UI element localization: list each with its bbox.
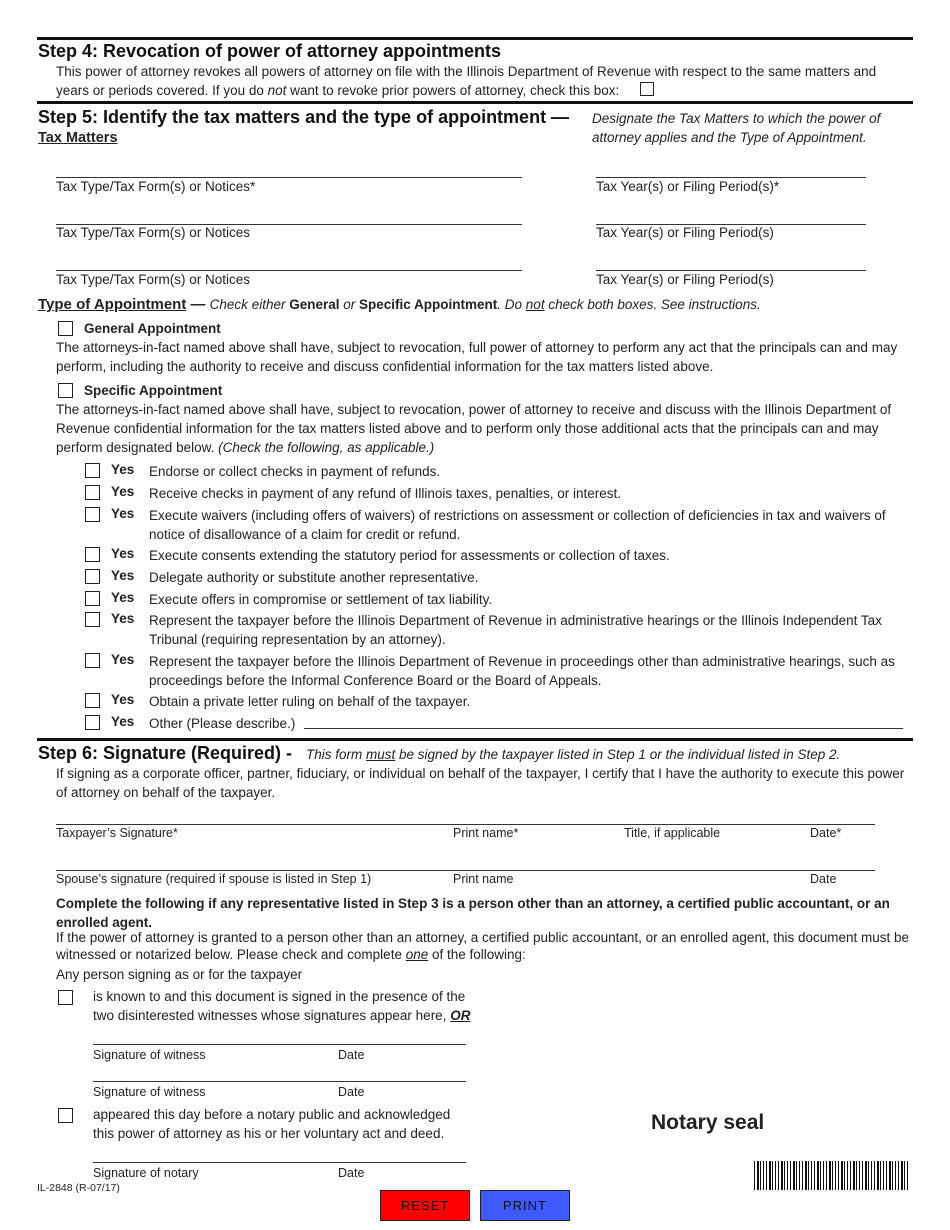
witness-1-signature-field[interactable] [93,1044,466,1045]
tax-year-label-2: Tax Year(s) or Filing Period(s) [596,225,774,240]
notary-date-label: Date [338,1166,365,1180]
type-of-appointment-line: Type of Appointment — Check either General or Specific Appointment. Do not check both boxes. See instructions. [38,296,761,313]
notary-signature-field[interactable] [93,1162,466,1163]
step6-rule [37,738,913,741]
specific-appointment-checkbox[interactable] [58,383,73,398]
witness-1-label: Signature of witness [93,1048,206,1062]
tax-year-field-1[interactable] [596,177,866,178]
spouse-signature-field[interactable] [56,870,875,871]
specific-appointment-label: Specific Appointment [84,383,223,398]
tax-year-field-3[interactable] [596,270,866,271]
option-text-5: Delegate authority or substitute another representative. [149,570,479,585]
tax-matters-label: Tax Matters [38,130,118,146]
print-name-label: Print name* [453,826,519,840]
revoke-checkbox[interactable] [640,82,654,96]
granted-text: If the power of attorney is granted to a person other than an attorney, a certified public accountant, or an enrolled agent, this document must be witnessed or notarized below. Please check and complete one of the following: [56,930,910,962]
option-text-10: Other (Please describe.) [149,716,296,731]
step5-note: Designate the Tax Matters to which the power of attorney applies and the Type of Appointment. [592,111,881,145]
yes-label: Yes [111,546,135,561]
option-text-8: Represent the taxpayer before the Illinois Department of Revenue in proceedings other than administrative hearings, such as proceedings before the Informal Conference Board or the Board of Appeals. [149,654,895,688]
option-text-4: Execute consents extending the statutory period for assessments or collection of taxes. [149,548,670,563]
top-rule [37,37,913,40]
taxpayer-signature-label: Taxpayer’s Signature* [56,826,178,840]
option-checkbox-10[interactable] [85,715,100,730]
notary-signature-label: Signature of notary [93,1166,199,1180]
other-describe-field[interactable] [304,728,903,729]
notary-seal-label: Notary seal [651,1111,765,1134]
option-text-3: Execute waivers (including offers of waivers) of restrictions on assessment or collection of deficiencies in tax and waivers of notice of disallowance of a claim for credit or refund. [149,508,886,542]
option-checkbox-7[interactable] [85,612,100,627]
yes-label: Yes [111,714,135,729]
tax-type-label-3: Tax Type/Tax Form(s) or Notices [56,272,251,287]
notary-option-checkbox[interactable] [58,1108,73,1123]
option-checkbox-3[interactable] [85,507,100,522]
yes-label: Yes [111,568,135,583]
option-text-2: Receive checks in payment of any refund of Illinois taxes, penalties, or interest. [149,486,621,501]
witness-option-checkbox[interactable] [58,990,73,1005]
option-checkbox-4[interactable] [85,547,100,562]
option-text-6: Execute offers in compromise or settlement of tax liability. [149,592,493,607]
general-appointment-text: The attorneys-in-fact named above shall have, subject to revocation, full power of attorney to perform any act that the principals can and may perform, including the authority to receive and discuss confidential information for the tax matters listed above. [56,340,898,374]
option-checkbox-9[interactable] [85,693,100,708]
reset-button[interactable]: RESET [380,1190,470,1221]
form-id: IL-2848 (R-07/17) [37,1182,120,1194]
general-appointment-checkbox[interactable] [58,321,73,336]
option-text-7: Represent the taxpayer before the Illinois Department of Revenue in administrative hearings or the Illinois Independent Tax Tribunal (requiring representation by an attorney). [149,613,882,647]
step5-heading: Step 5: Identify the tax matters and the type of appointment — [38,107,570,127]
option-checkbox-6[interactable] [85,591,100,606]
tax-type-label-1: Tax Type/Tax Form(s) or Notices* [56,179,256,194]
witness-2-date-label: Date [338,1085,365,1099]
print-button[interactable]: PRINT [480,1190,570,1221]
step5-rule [37,101,913,104]
step4-text: This power of attorney revokes all powers of attorney on file with the Illinois Department of Revenue with respect to the same matters and years or periods covered. If you do not want to revoke prior powers of attorney, check this box: [56,64,877,98]
specific-appointment-text: The attorneys-in-fact named above shall have, subject to revocation, power of attorney to receive and discuss with the Illinois Department of Revenue confidential information for the tax matters listed above and to perform only those additional acts that the principals can and may perform designated below. (Check the following, as applicable.) [56,402,892,455]
yes-label: Yes [111,462,135,477]
tax-year-label-1: Tax Year(s) or Filing Period(s)* [596,179,780,194]
barcode-icon [754,1161,910,1190]
yes-label: Yes [111,590,135,605]
step6-certify: If signing as a corporate officer, partner, fiduciary, or individual on behalf of the taxpayer, I certify that I have the authority to execute this power of attorney on behalf of the taxpayer. [56,766,905,800]
witness-option-text: is known to and this document is signed in the presence of the two disinterested witnesses whose signatures appear here, OR [93,989,471,1023]
step4-heading: Step 4: Revocation of power of attorney appointments [38,41,502,61]
yes-label: Yes [111,506,135,521]
option-checkbox-8[interactable] [85,653,100,668]
yes-label: Yes [111,652,135,667]
any-person-text: Any person signing as or for the taxpayer [56,967,303,982]
witness-1-date-label: Date [338,1048,365,1062]
tax-type-label-2: Tax Type/Tax Form(s) or Notices [56,225,251,240]
option-checkbox-1[interactable] [85,463,100,478]
yes-label: Yes [111,611,135,626]
title-label: Title, if applicable [624,826,721,840]
witness-2-signature-field[interactable] [93,1081,466,1082]
option-text-1: Endorse or collect checks in payment of refunds. [149,464,441,479]
notary-option-text: appeared this day before a notary public and acknowledged this power of attorney as his or her voluntary act and deed. [93,1107,451,1141]
witness-2-label: Signature of witness [93,1085,206,1099]
tax-type-field-1[interactable] [56,177,522,178]
tax-type-field-3[interactable] [56,270,522,271]
yes-label: Yes [111,484,135,499]
spouse-signature-label: Spouse’s signature (required if spouse is listed in Step 1) [56,872,372,886]
tax-year-label-3: Tax Year(s) or Filing Period(s) [596,272,774,287]
general-appointment-label: General Appointment [84,321,221,336]
option-text-9: Obtain a private letter ruling on behalf of the taxpayer. [149,694,471,709]
option-checkbox-5[interactable] [85,569,100,584]
option-checkbox-2[interactable] [85,485,100,500]
step6-heading: Step 6: Signature (Required) - [38,743,293,763]
spouse-date-label: Date [810,872,837,886]
complete-following-note: Complete the following if any representative listed in Step 3 is a person other than an attorney, a certified public accountant, or an enrolled agent. [56,896,890,930]
yes-label: Yes [111,692,135,707]
spouse-print-name-label: Print name [453,872,514,886]
step6-note: This form must be signed by the taxpayer listed in Step 1 or the individual listed in Step 2. [306,747,841,762]
taxpayer-signature-field[interactable] [56,824,875,825]
date-label: Date* [810,826,842,840]
